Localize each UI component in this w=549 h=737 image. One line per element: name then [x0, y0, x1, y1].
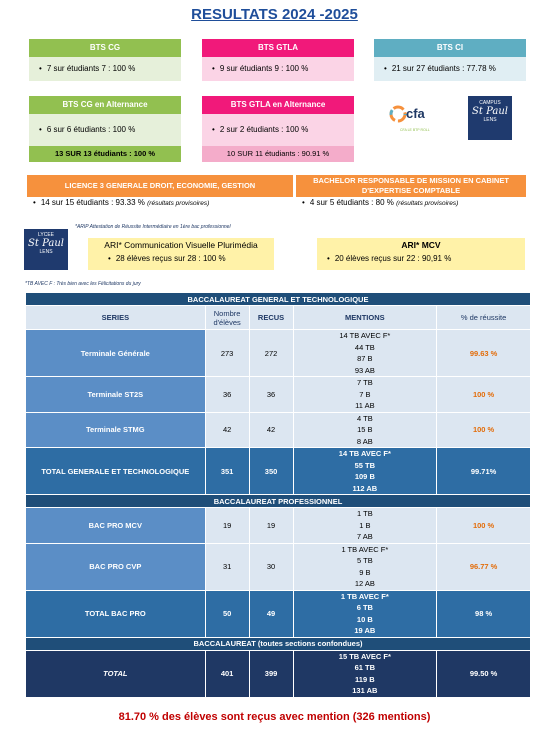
pct-reussite: 99.50 %: [437, 650, 531, 697]
section-bac-general: BACCALAUREAT GENERAL ET TECHNOLOGIQUE: [26, 293, 531, 306]
bts-cg-alt-title: BTS CG en Alternance: [29, 96, 181, 114]
recus: 399: [249, 650, 293, 697]
pct-reussite: 99.71%: [437, 448, 531, 495]
section-bac-all: BACCALAUREAT (toutes sections confondues): [26, 637, 531, 650]
mentions: [293, 412, 437, 448]
col-header-recus: RECUS: [249, 306, 293, 330]
table-row: [26, 330, 531, 377]
recus: 350: [249, 448, 293, 495]
licence-card: [27, 175, 293, 210]
mention-line: 12 AB: [354, 579, 375, 588]
nb-eleves: 31: [205, 543, 249, 590]
mention-line: 1 B: [359, 520, 371, 530]
mention-line: 4 TB: [357, 413, 373, 423]
col-header-mentions: MENTIONS: [293, 306, 437, 330]
mention-line: 15 TB AVEC F*: [338, 651, 391, 661]
bts-gtla-alternance-card: [202, 96, 354, 162]
recus: 272: [249, 330, 293, 377]
recus: 30: [249, 543, 293, 590]
table-row: [26, 543, 531, 590]
ari-cvp-result: • 28 élèves reçus sur 28 : 100 %: [88, 252, 274, 266]
bts-gtla-total: 10 SUR 11 étudiants : 90.91 %: [202, 146, 354, 162]
bts-cg-alternance-card: [29, 96, 181, 162]
bachelor-note: (résultats provisoires): [396, 200, 459, 207]
mention-line: 10 B: [356, 614, 373, 624]
nb-eleves: 19: [205, 508, 249, 544]
pct-reussite: 100 %: [437, 377, 531, 413]
bts-gtla-alt-result: • 2 sur 2 étudiants : 100 %: [202, 114, 354, 146]
footer-summary: 81.70 % des élèves sont reçus avec mention (326 mentions): [118, 711, 431, 723]
mention-line: 109 B: [354, 472, 375, 481]
pct-reussite: 100 %: [437, 508, 531, 544]
ari-cvp-title: ARI* Communication Visuelle Plurimédia: [104, 240, 258, 250]
section-bac-pro: BACCALAUREAT PROFESSIONNEL: [26, 495, 531, 508]
mention-line: 5 TB: [357, 556, 373, 565]
campus-logo-mid: St Paul: [472, 106, 508, 117]
ari-footnote: *ARIP Attestation de Réussite Intermédiaire en 1ère bac professionnel: [75, 224, 231, 230]
mention-line: 15 B: [357, 425, 373, 434]
lycee-logo-mid: St Paul: [28, 238, 64, 249]
mention-line: 119 B: [355, 674, 375, 684]
mentions: [293, 330, 437, 377]
mention-line: 93 AB: [354, 365, 375, 375]
bts-cg-total: 13 SUR 13 étudiants : 100 %: [29, 146, 181, 162]
bts-ci-result: • 21 sur 27 étudiants : 77.78 %: [374, 57, 526, 81]
cfa-logo-sub: CFA LE BTP ROLL: [400, 128, 430, 132]
mention-line: 55 TB: [354, 460, 376, 470]
bts-gtla-card: [202, 39, 354, 81]
nb-eleves: 351: [205, 448, 249, 495]
page-title: RESULTATS 2024 -2025: [191, 6, 358, 23]
mention-line: 112 AB: [352, 483, 378, 493]
bachelor-title: BACHELOR RESPONSABLE DE MISSION EN CABINET D'EXPERTISE COMPTABLE: [296, 175, 526, 197]
mention-line: 7 AB: [356, 532, 373, 541]
campus-logo-bot: LENS: [483, 117, 497, 123]
table-row: [26, 508, 531, 544]
mention-line: 1 TB AVEC F*: [340, 591, 389, 601]
bts-cg-card: [29, 39, 181, 81]
mention-line: 9 B: [359, 567, 371, 577]
recus: 42: [249, 412, 293, 448]
bts-ci-card: [374, 39, 526, 81]
mention-line: 1 TB AVEC F*: [341, 544, 389, 554]
mention-line: 7 B: [359, 389, 371, 399]
mention-line: 131 AB: [352, 686, 378, 695]
campus-logo-top: CAMPUS: [479, 100, 501, 106]
col-header-nombre: Nombre d'élèves: [205, 306, 249, 330]
nb-eleves: 42: [205, 412, 249, 448]
mentions: [293, 543, 437, 590]
mention-line: 8 AB: [356, 436, 373, 446]
series-label: Terminale ST2S: [26, 377, 206, 413]
recus: 36: [249, 377, 293, 413]
ari-mcv-title: ARI* MCV: [401, 240, 441, 250]
campus-st-paul-logo: [468, 96, 512, 140]
mention-line: 19 AB: [354, 626, 376, 635]
mention-line: 14 TB AVEC F*: [338, 449, 391, 458]
series-label: TOTAL BAC PRO: [26, 590, 206, 637]
licence-note: (résultats provisoires): [147, 200, 210, 207]
mentions: [293, 590, 437, 637]
series-label: TOTAL: [26, 650, 206, 697]
table-row-total-general: [26, 448, 531, 495]
table-row-total-bac-pro: [26, 590, 531, 637]
bts-gtla-title: BTS GTLA: [202, 39, 354, 57]
recus: 19: [249, 508, 293, 544]
bts-cg-result: • 7 sur étudiants 7 : 100 %: [29, 57, 181, 81]
series-label: BAC PRO MCV: [26, 508, 206, 544]
lycee-logo-bot: LENS: [39, 249, 53, 255]
bts-gtla-result: • 9 sur étudiants 9 : 100 %: [202, 57, 354, 81]
lycee-logo-top: LYCEE: [37, 232, 55, 238]
nb-eleves: 273: [205, 330, 249, 377]
pct-reussite: 98 %: [437, 590, 531, 637]
nb-eleves: 401: [205, 650, 249, 697]
lycee-st-paul-logo: [24, 229, 68, 270]
pct-reussite: 99.63 %: [437, 330, 531, 377]
mention-line: 7 TB: [357, 378, 373, 387]
licence-title: LICENCE 3 GENERALE DROIT, ECONOMIE, GESTION: [27, 175, 293, 197]
mentions: [293, 377, 437, 413]
series-label: TOTAL GENERALE ET TECHNOLOGIQUE: [26, 448, 206, 495]
pct-reussite: 96.77 %: [437, 543, 531, 590]
series-label: Terminale Générale: [26, 330, 206, 377]
cfa-logo-text: cfa: [406, 106, 425, 121]
bachelor-card: [296, 175, 526, 210]
mention-line: 44 TB: [354, 342, 375, 352]
licence-result: • 14 sur 15 étudiants : 93.33 %: [33, 198, 145, 207]
nb-eleves: 50: [205, 590, 249, 637]
recus: 49: [249, 590, 293, 637]
licence-result-line: [27, 197, 293, 210]
col-header-pct: % de réussite: [437, 306, 531, 330]
mention-line: 14 TB AVEC F*: [339, 331, 391, 340]
table-row: [26, 412, 531, 448]
bts-cg-alt-result: • 6 sur 6 étudiants : 100 %: [29, 114, 181, 146]
col-header-series: SERIES: [26, 306, 206, 330]
pct-reussite: 100 %: [437, 412, 531, 448]
table-row: [26, 377, 531, 413]
bts-cg-title: BTS CG: [29, 39, 181, 57]
bts-ci-title: BTS CI: [374, 39, 526, 57]
cfa-logo: [386, 100, 438, 136]
series-label: Terminale STMG: [26, 412, 206, 448]
bts-gtla-alt-title: BTS GTLA en Alternance: [202, 96, 354, 114]
mention-line: 87 B: [357, 354, 373, 363]
tb-footnote: *TB AVEC F : Très bien avec les Félicitations du jury: [25, 281, 141, 287]
mention-line: 1 TB: [357, 509, 373, 518]
bachelor-result-line: [296, 197, 526, 210]
bachelor-result: • 4 sur 5 étudiants : 80 %: [302, 198, 394, 207]
ari-mcv-result: • 20 élèves reçus sur 22 : 90,91 %: [317, 252, 525, 266]
mentions: [293, 508, 437, 544]
mentions: [293, 650, 437, 697]
mention-line: 11 AB: [355, 401, 375, 410]
table-row-grand-total: [26, 650, 531, 697]
nb-eleves: 36: [205, 377, 249, 413]
mention-line: 61 TB: [354, 663, 376, 672]
ari-mcv-card: [317, 238, 525, 270]
mentions: [293, 448, 437, 495]
mention-line: 6 TB: [356, 603, 373, 612]
ari-cvp-card: [88, 238, 274, 270]
series-label: BAC PRO CVP: [26, 543, 206, 590]
results-table: [25, 292, 531, 698]
cfa-ring-icon: [388, 104, 408, 124]
